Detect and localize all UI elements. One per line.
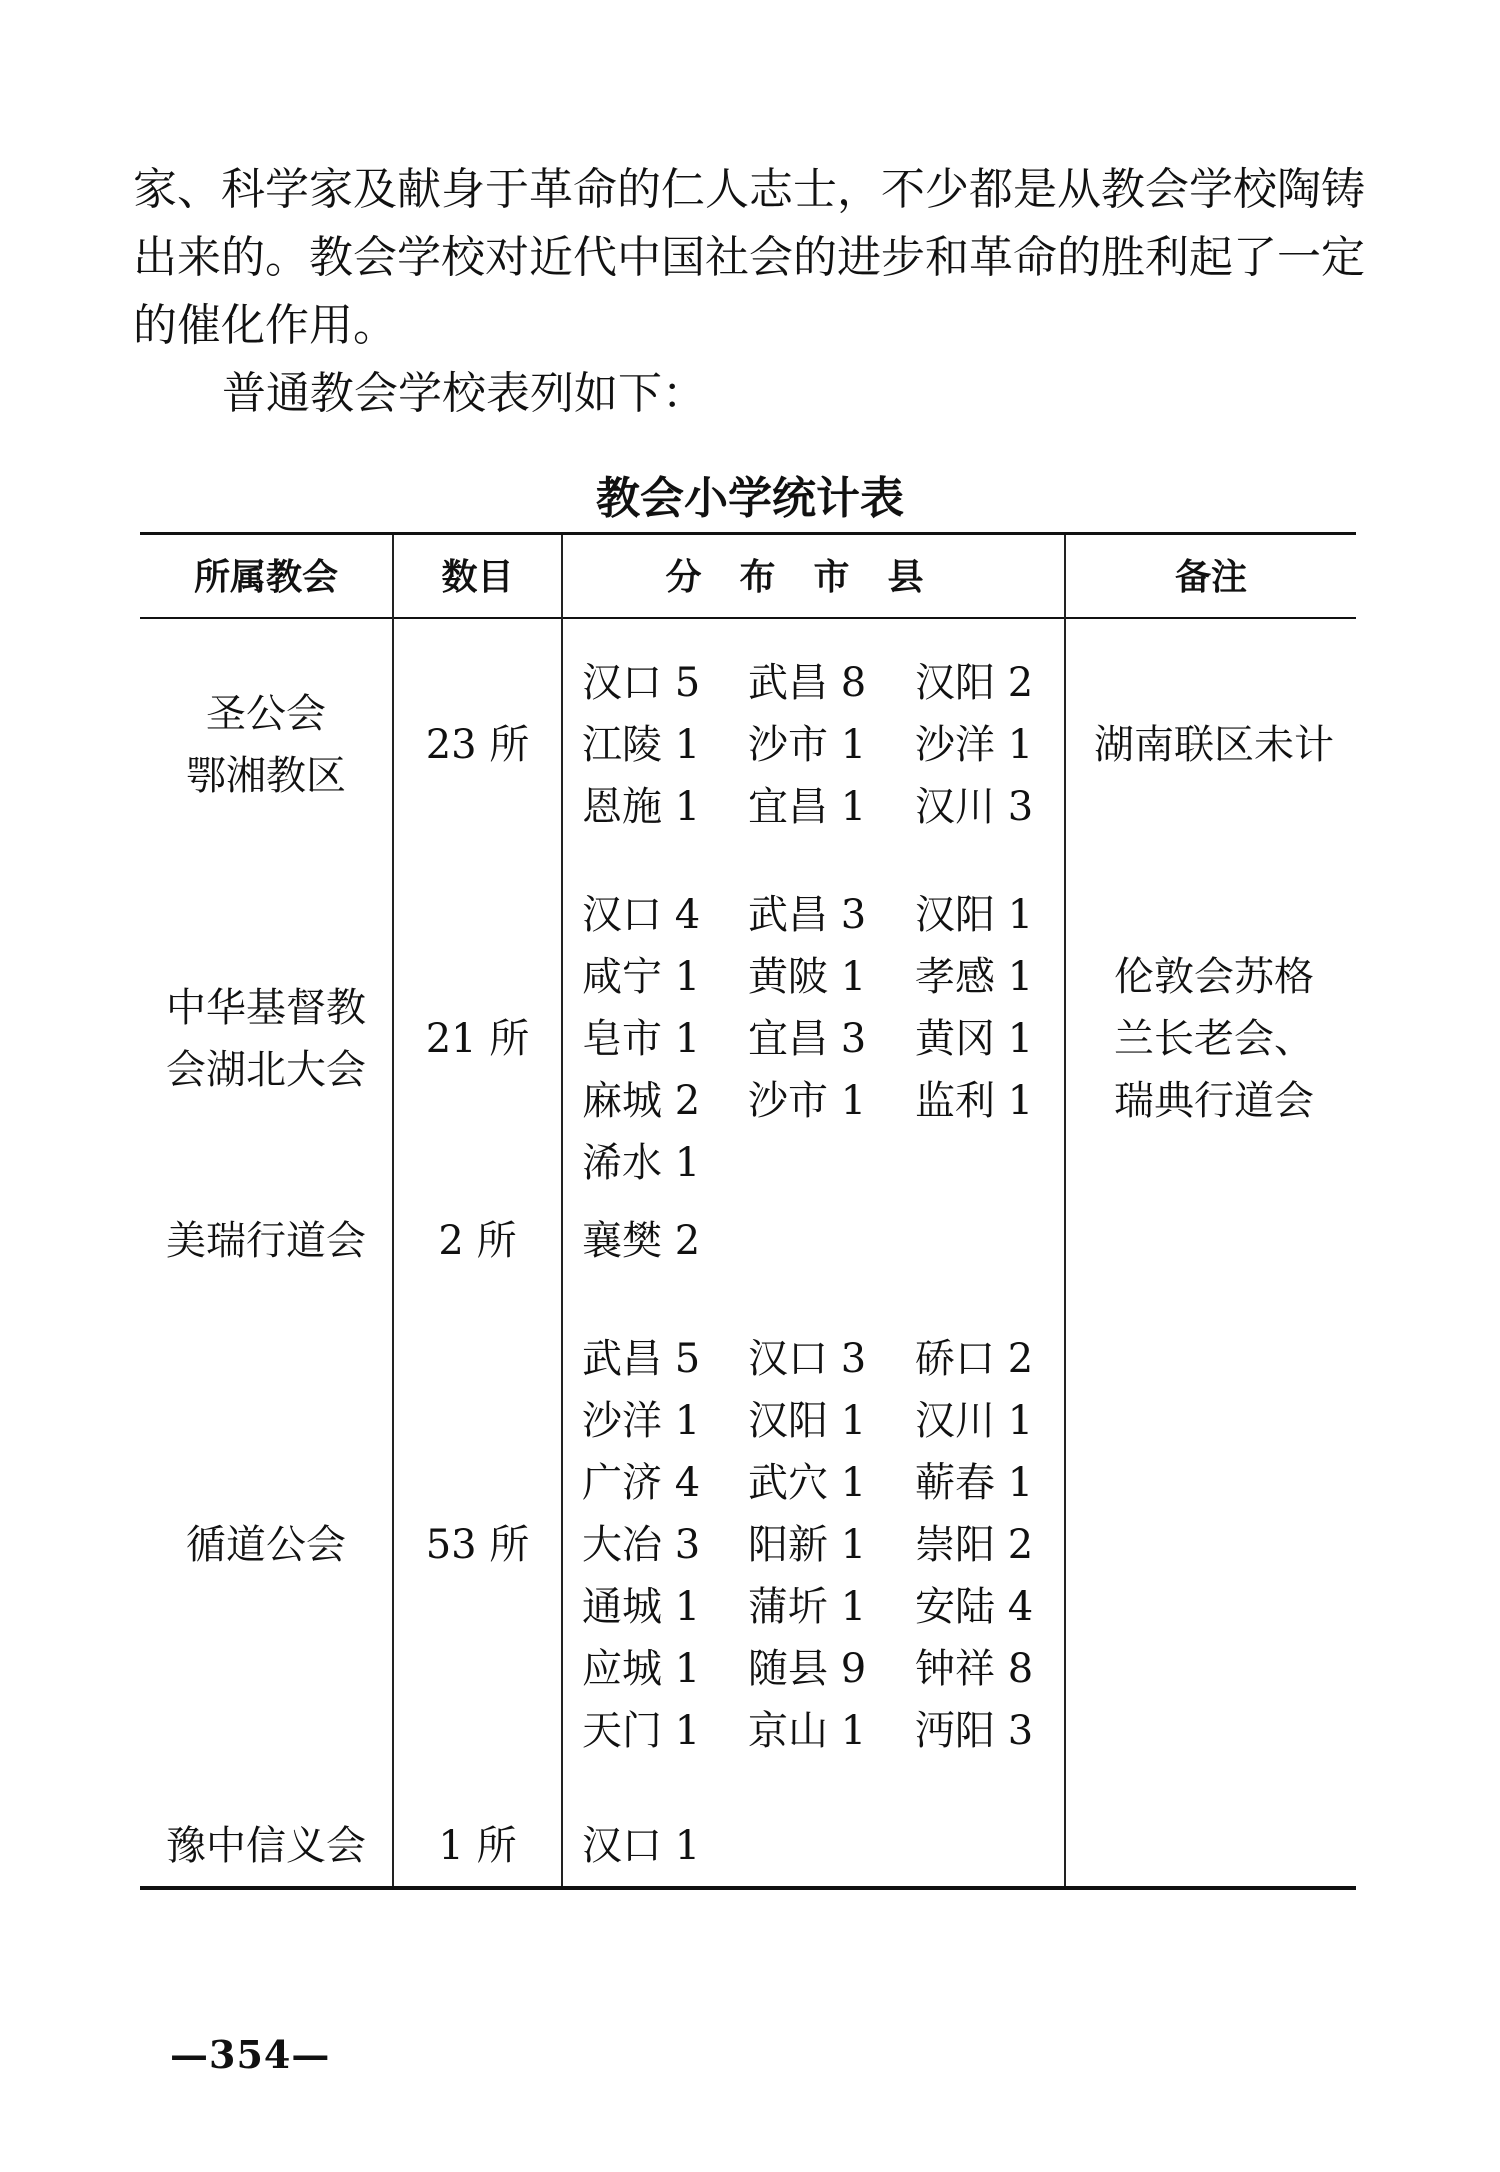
remark [1072,714,1356,776]
location-count: 蕲春 1 [915,1460,1034,1506]
table-title: 教会小学统计表 [596,473,904,524]
location-count: 恩施 1 [582,784,701,830]
intro-line: 的催化作用。 [133,300,397,351]
location-count: 通城 1 [582,1584,701,1630]
location-count: 沙市 1 [748,1078,867,1124]
location-count: 天门 1 [582,1708,701,1754]
church-name-line: 圣公会 [206,691,326,737]
location-count: 汉口 5 [582,660,701,706]
remark-line: 瑞典行道会 [1114,1078,1314,1124]
location-count: 麻城 2 [582,1078,701,1124]
location-count: 钟祥 8 [915,1646,1034,1692]
location-count: 宜昌 3 [748,1016,867,1062]
header-note: 备注 [1174,557,1247,598]
location-count: 蒲圻 1 [748,1584,867,1630]
location-count: 应城 1 [582,1646,701,1692]
location-count: 襄樊 2 [582,1218,701,1264]
location-count: 浠水 1 [582,1140,701,1186]
intro-line: 家、科学家及献身于革命的仁人志士，不少都是从教会学校陶铸 [133,164,1365,215]
church-name-line: 循道公会 [186,1522,346,1568]
church-name [140,1514,392,1576]
church-name [140,1210,392,1272]
school-count: 2 所 [438,1218,517,1264]
location-count: 汉口 1 [582,1823,701,1869]
location-count: 沔阳 3 [915,1708,1034,1754]
location-count: 武昌 3 [748,892,867,938]
location-count: 安陆 4 [915,1584,1034,1630]
header-church: 所属教会 [193,557,338,598]
location-count: 武昌 5 [582,1336,701,1382]
location-count: 黄冈 1 [915,1016,1034,1062]
location-count: 汉口 4 [582,892,701,938]
location-count: 武穴 1 [748,1460,867,1506]
location-count: 汉口 3 [748,1336,867,1382]
location-count: 宜昌 1 [748,784,867,830]
church-name-line: 中华基督教 [166,985,366,1031]
column-divider [561,535,563,1886]
table-bottom-rule [140,1886,1356,1890]
location-count: 黄陂 1 [748,954,867,1000]
location-count: 京山 1 [748,1708,867,1754]
church-name-line: 豫中信义会 [166,1823,366,1869]
location-count: 监利 1 [915,1078,1034,1124]
location-count: 广济 4 [582,1460,701,1506]
remark-line: 湖南联区未计 [1094,722,1334,768]
location-count: 汉阳 1 [748,1398,867,1444]
location-count: 沙市 1 [748,722,867,768]
location-count: 汉川 1 [915,1398,1034,1444]
location-count: 沙洋 1 [915,722,1034,768]
school-count: 53 所 [425,1522,530,1568]
location-count: 皂市 1 [582,1016,701,1062]
location-count: 阳新 1 [748,1522,867,1568]
church-name-line: 鄂湘教区 [186,753,346,799]
page-number: —354— [170,2032,331,2077]
location-count: 咸宁 1 [582,954,701,1000]
table-header-rule [140,617,1356,619]
remark-line: 兰长老会、 [1114,1016,1314,1062]
remark-line: 伦敦会苏格 [1114,954,1314,1000]
school-count: 21 所 [425,1016,530,1062]
header-count: 数目 [441,557,514,598]
school-count: 1 所 [438,1823,517,1869]
intro-line: 出来的。教会学校对近代中国社会的进步和革命的胜利起了一定 [133,232,1365,283]
church-name-line: 会湖北大会 [166,1047,366,1093]
list-intro: 普通教会学校表列如下： [222,368,706,419]
remark [1072,946,1356,1132]
location-count: 沙洋 1 [582,1398,701,1444]
location-count: 大冶 3 [582,1522,701,1568]
school-count: 23 所 [425,722,530,768]
church-name [140,977,392,1101]
column-divider [1064,535,1066,1886]
church-name-line: 美瑞行道会 [166,1218,366,1264]
location-count: 汉阳 1 [915,892,1034,938]
location-count: 硚口 2 [915,1336,1034,1382]
church-name [140,1815,392,1877]
location-count: 崇阳 2 [915,1522,1034,1568]
location-count: 孝感 1 [915,954,1034,1000]
location-count: 汉阳 2 [915,660,1034,706]
location-count: 汉川 3 [915,784,1034,830]
header-distribution: 分布市县 [665,557,962,598]
location-count: 武昌 8 [748,660,867,706]
church-name [140,683,392,807]
location-count: 随县 9 [748,1646,867,1692]
intro-paragraph [133,156,1373,360]
location-count: 江陵 1 [582,722,701,768]
table-top-rule [140,532,1356,535]
